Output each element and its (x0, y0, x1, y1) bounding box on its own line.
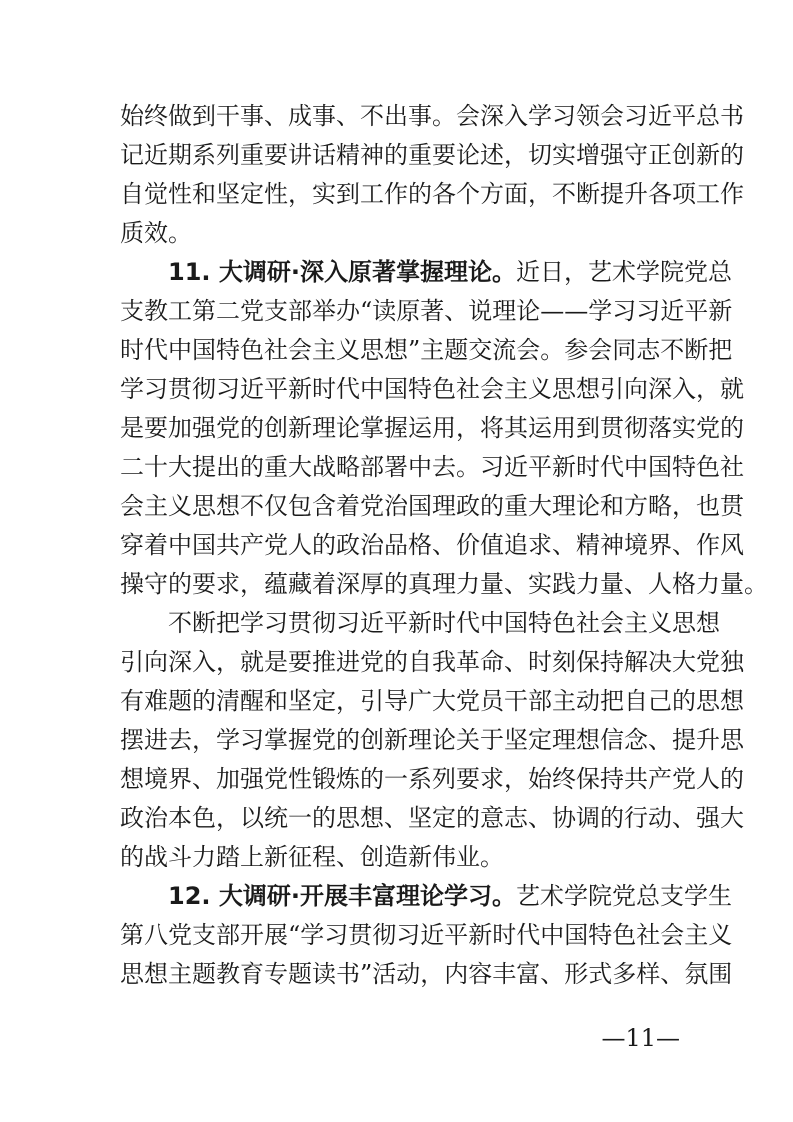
body-text-line: 有难题的清醒和坚定，引导广大党员干部主动把自己的思想 (120, 687, 744, 715)
body-text-line: 想境界、加强党性锻炼的一系列要求，始终保持共产党人的 (120, 765, 744, 793)
body-text-line: 始终做到干事、成事、不出事。会深入学习领会习近平总书 (120, 102, 744, 130)
section-11-first-line (168, 256, 732, 288)
body-text-line: 政治本色，以统一的思想、坚定的意志、协调的行动、强大 (120, 804, 744, 832)
body-text-line: 思想主题教育专题读书”活动，内容丰富、形式多样、氛围 (120, 960, 733, 988)
body-text-line: 质效。 (120, 219, 192, 247)
body-text-line: 第八党支部开展“学习贯彻习近平新时代中国特色社会主义 (120, 921, 733, 949)
section-12-heading: 12. 大调研·开展丰富理论学习。 (168, 882, 516, 910)
body-text-line: 穿着中国共产党人的政治品格、价值追求、精神境界、作风 (120, 531, 744, 559)
section-12-first-line (168, 880, 732, 912)
section-11-heading: 11. 大调研·深入原著掌握理论。 (168, 258, 516, 286)
page-number: —11— (601, 1024, 680, 1052)
body-text-line: 学习贯彻习近平新时代中国特色社会主义思想引向深入，就 (120, 375, 744, 403)
paragraph-first-line: 不断把学习贯彻习近平新时代中国特色社会主义思想 (168, 609, 720, 637)
section-11-first-line-text: 近日，艺术学院党总 (516, 258, 732, 286)
body-text-line: 会主义思想不仅包含着党治国理政的重大理论和方略，也贯 (120, 492, 744, 520)
body-text-line: 支教工第二党支部举办“读原著、说理论——学习习近平新 (120, 297, 733, 325)
body-text-line: 操守的要求，蕴藏着深厚的真理力量、实践力量、人格力量。 (120, 570, 768, 598)
body-text-line: 二十大提出的重大战略部署中去。习近平新时代中国特色社 (120, 453, 744, 481)
section-12-first-line-text: 艺术学院党总支学生 (516, 882, 732, 910)
body-text-line: 摆进去，学习掌握党的创新理论关于坚定理想信念、提升思 (120, 726, 744, 754)
body-text-line: 记近期系列重要讲话精神的重要论述，切实增强守正创新的 (120, 141, 744, 169)
body-text-line: 引向深入，就是要推进党的自我革命、时刻保持解决大党独 (120, 648, 744, 676)
body-text-line: 时代中国特色社会主义思想”主题交流会。参会同志不断把 (120, 336, 733, 364)
body-text-line: 自觉性和坚定性，实到工作的各个方面，不断提升各项工作 (120, 180, 744, 208)
body-text-line: 是要加强党的创新理论掌握运用，将其运用到贯彻落实党的 (120, 414, 744, 442)
body-text-line: 的战斗力踏上新征程、创造新伟业。 (120, 843, 504, 871)
